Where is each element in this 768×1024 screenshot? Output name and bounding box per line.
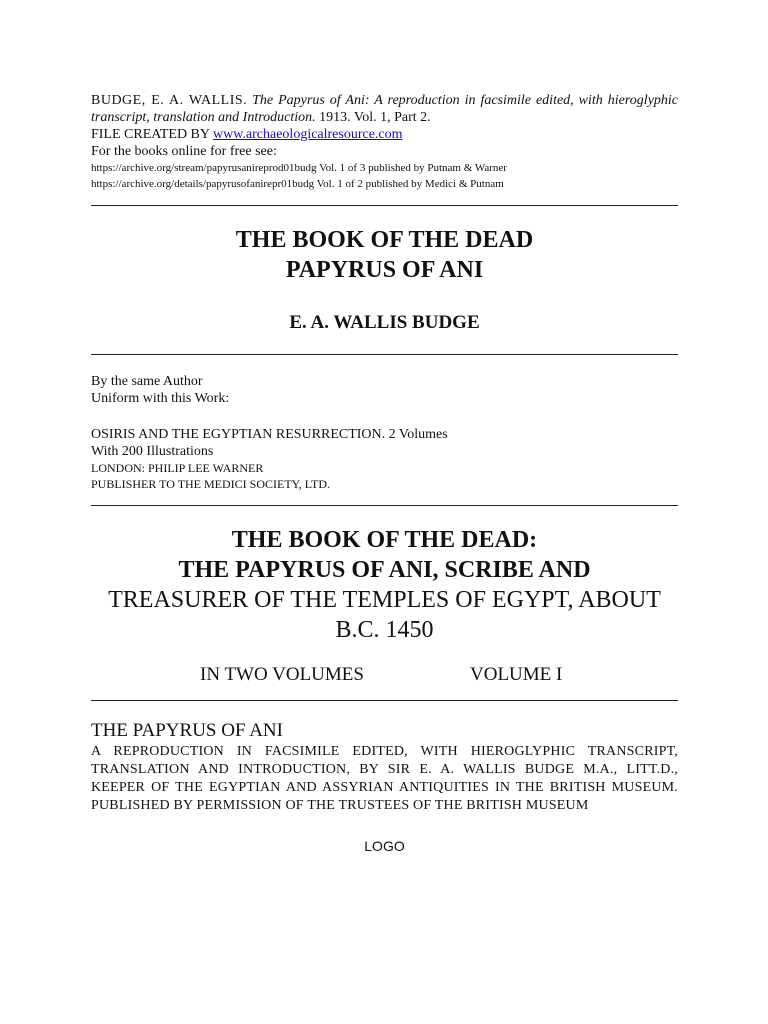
citation-author: BUDGE, E. A. WALLIS. — [91, 93, 248, 108]
citation-title: The Papyrus of Ani: A reproduction in facsimile edited, with hieroglyphic transcript, translation and Introduction. — [91, 93, 679, 125]
main-title-line-1: THE BOOK OF THE DEAD: — [231, 527, 538, 553]
related-work — [91, 426, 678, 492]
papyrus-description: A REPRODUCTION IN FACSIMILE EDITED, WITH HIEROGLYPHIC TRANSCRIPT, TRANSLATION AND INTRODUCTION, BY SIR E. A. WALLIS BUDGE M.A., LITT.D., KEEPER OF THE EGYPTIAN AND ASSYRIAN ANTIQUITIES IN THE BRITISH MUSEUM. PUBLISHED BY PERMISSION OF THE TRUSTEES OF THE BRITISH MUSEUM — [91, 744, 678, 813]
same-author-section — [91, 373, 678, 407]
free-online-label: For the books online for free see: — [91, 144, 277, 159]
divider — [91, 205, 678, 206]
main-title-line-3: TREASURER OF THE TEMPLES OF EGYPT, ABOUT — [108, 587, 661, 613]
related-work-publisher: PUBLISHER TO THE MEDICI SOCIETY, LTD. — [91, 477, 331, 491]
book-title-line-2: PAPYRUS OF ANI — [285, 257, 484, 283]
divider — [91, 354, 678, 355]
citation-year-volume: 1913. Vol. 1, Part 2. — [319, 110, 431, 125]
book-title — [91, 225, 678, 285]
main-title-line-2: THE PAPYRUS OF ANI, SCRIBE AND — [178, 557, 591, 583]
book-title-line-1: THE BOOK OF THE DEAD — [235, 227, 534, 253]
main-title-line-4: B.C. 1450 — [335, 617, 434, 643]
volumes-label: IN TWO VOLUMES — [200, 664, 364, 685]
volume-info — [91, 663, 678, 687]
archive-url-1[interactable]: https://archive.org/stream/papyrusanireprod01budg Vol. 1 of 3 published by Putnam & Warner — [91, 162, 507, 174]
file-created-link[interactable]: www.archaeologicalresource.com — [212, 127, 403, 142]
main-title — [91, 525, 678, 645]
papyrus-heading: THE PAPYRUS OF ANI — [91, 720, 283, 741]
divider — [91, 505, 678, 506]
citation-header — [91, 92, 678, 160]
related-work-title: OSIRIS AND THE EGYPTIAN RESURRECTION. 2 Volumes — [91, 427, 448, 442]
document-page — [91, 92, 678, 854]
file-created-label: FILE CREATED BY — [91, 127, 210, 142]
archive-url-2[interactable]: https://archive.org/details/papyrusofanirepr01budg Vol. 1 of 2 published by Medici & Putnam — [91, 178, 504, 190]
same-author-line: By the same Author — [91, 374, 203, 389]
divider — [91, 700, 678, 701]
logo-placeholder: LOGO — [364, 838, 405, 854]
related-work-london: LONDON: PHILIP LEE WARNER — [91, 461, 264, 475]
uniform-line: Uniform with this Work: — [91, 391, 230, 406]
related-work-illustrations: With 200 Illustrations — [91, 444, 214, 459]
author-byline: E. A. WALLIS BUDGE — [289, 312, 480, 333]
volume-number: VOLUME I — [470, 664, 563, 685]
